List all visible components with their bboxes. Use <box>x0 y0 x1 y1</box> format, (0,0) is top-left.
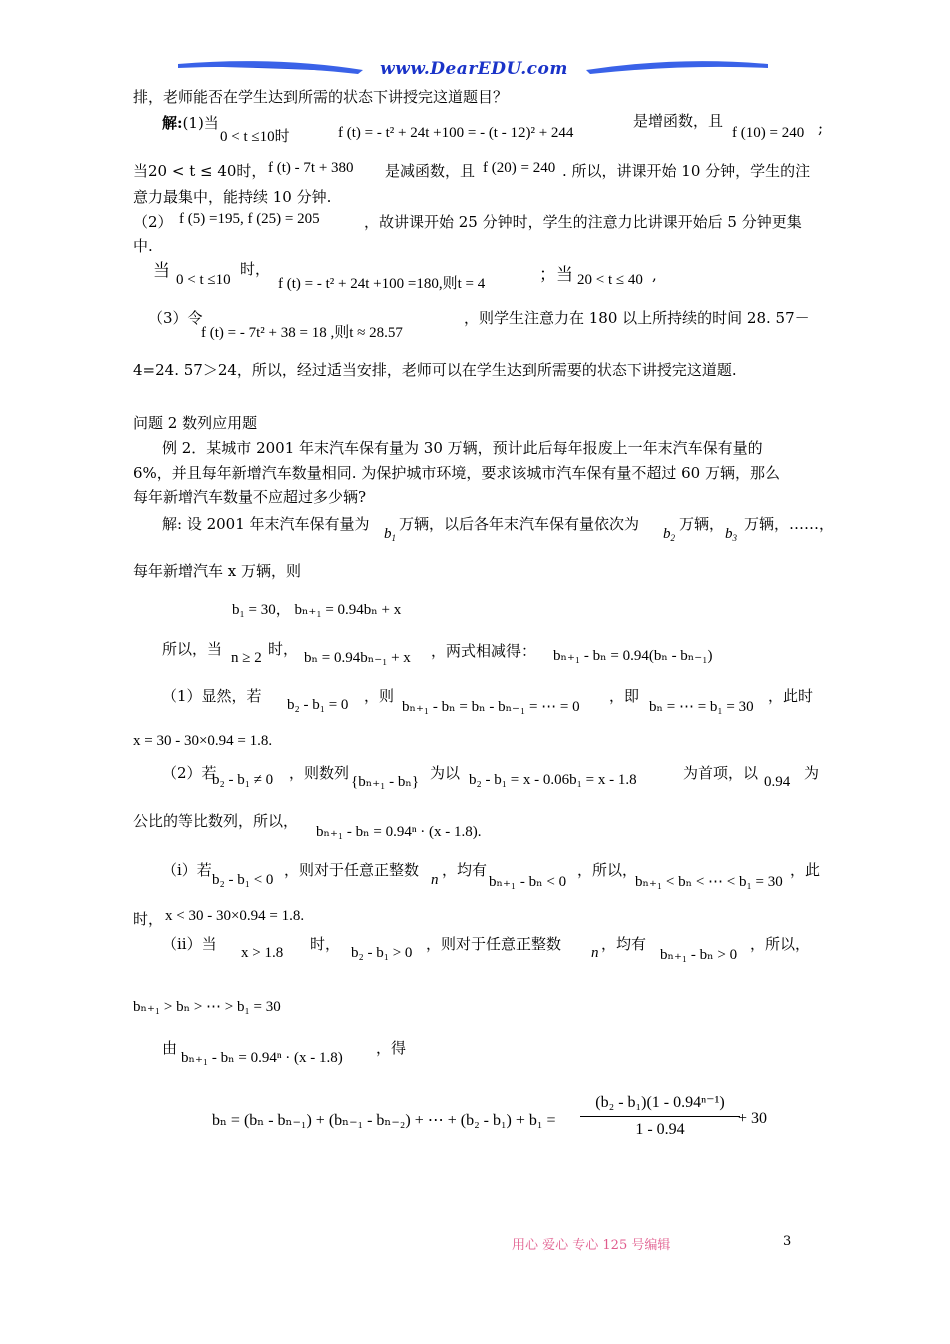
text-fragment: （2）若 <box>162 764 217 782</box>
math-expr: b₂ - b₁ = 0 <box>287 697 349 713</box>
text-line: 排，老师能否在学生达到所需的状态下讲授完这道题目？ <box>133 88 509 106</box>
text-fragment: （3）令 <box>148 309 203 327</box>
text-fragment: （i）若 <box>162 861 212 879</box>
text-fragment: ，则数列 <box>289 764 350 782</box>
text-line: 6%，并且每年新增汽车数量相同. 为保护城市环境，要求该城市汽车保有量不超过 60 万辆，那么 <box>133 464 780 482</box>
text-line: 意力最集中，能持续 10 分钟. <box>133 188 332 206</box>
math-expr: bₙ₊₁ < bₙ < ⋯ < b₁ = 30 <box>635 874 783 890</box>
math-expr: bₙ = ⋯ = b₁ = 30 <box>649 699 754 715</box>
semicolon: ; <box>818 119 824 137</box>
math-equation: x = 30 - 30×0.94 = 1.8. <box>133 733 273 749</box>
math-expr: bₙ₊₁ > bₙ > ⋯ > b₁ = 30 <box>133 999 281 1015</box>
text-fragment: 时， <box>310 935 341 953</box>
footer-slogan: 用心 爱心 专心 125 号编辑 <box>512 1238 671 1253</box>
text-fragment: 当20 < t ≤ 40时， <box>133 162 267 180</box>
text-fragment: (1)当 <box>182 114 219 132</box>
text-fragment: 当 <box>153 261 170 281</box>
text-fragment: ，则对于任意正整数 <box>426 935 562 953</box>
math-expr: b₂ - b₁ > 0 <box>351 945 413 961</box>
math-expr: 0 < t ≤10 <box>176 272 231 288</box>
math-expr: f (t) = - t² + 24t +100 = - (t - 12)² + 244 <box>338 125 574 141</box>
text-fragment: 为 <box>804 764 820 782</box>
final-equation-lhs: bₙ = (bₙ - bₙ₋₁) + (bₙ₋₁ - bₙ₋₂) + ⋯ + (b₂ - b₁) + b₁ = <box>212 1112 556 1129</box>
text-fragment: 万辆，……， <box>744 515 835 533</box>
text-fragment: 时， <box>133 910 164 928</box>
math-expr: f (20) = 240 <box>483 160 556 176</box>
math-var: n <box>431 872 439 888</box>
math-var: $b_2$ <box>663 526 675 543</box>
math-var: $b_1$ <box>384 526 396 543</box>
text-fragment: （ii）当 <box>162 935 217 953</box>
math-equation: x < 30 - 30×0.94 = 1.8. <box>165 908 305 924</box>
text-fragment: ，均有 <box>442 861 488 879</box>
final-fraction <box>580 1092 740 1139</box>
text-fragment: ，即 <box>609 687 640 705</box>
math-var: n <box>591 945 599 961</box>
math-expr: 20 < t ≤ 40 <box>577 272 643 288</box>
text-fragment: 公比的等比数列，所以， <box>133 812 299 830</box>
math-expr: f (5) =195, f (25) = 205 <box>179 211 320 227</box>
text-fragment: . 所以，讲课开始 10 分钟，学生的注 <box>562 162 811 180</box>
math-expr: n ≥ 2 <box>231 650 262 666</box>
text-fragment: ，得 <box>376 1039 407 1057</box>
text-fragment: 时， <box>240 260 271 278</box>
text-fragment: ，此 <box>790 861 821 879</box>
math-expr: b₂ - b₁ ≠ 0 <box>212 772 274 788</box>
text-fragment: 万辆，以后各年末汽车保有量依次为 <box>399 515 640 533</box>
math-expr: 0.94 <box>764 774 791 790</box>
text-fragment: 万辆， <box>679 515 725 533</box>
text-fragment: ，均有 <box>601 935 647 953</box>
math-expr: bₙ = 0.94bₙ₋₁ + x <box>304 650 411 666</box>
text-fragment: ；当 <box>539 265 573 285</box>
text-fragment: ，所以， <box>750 935 811 953</box>
text-line: 例 2．某城市 2001 年末汽车保有量为 30 万辆，预计此后每年报废上一年末汽车保有量的 <box>162 439 763 457</box>
text-line: 4=24. 57＞24，所以，经过适当安排，老师可以在学生达到所需要的状态下讲授完这道题. <box>133 361 737 379</box>
text-fragment: ，则对于任意正整数 <box>284 861 420 879</box>
math-var: $b_3$ <box>725 526 737 543</box>
text-fragment: 所以，当 <box>162 640 223 658</box>
math-expr: bₙ₊₁ - bₙ = 0.94(bₙ - bₙ₋₁) <box>553 648 713 664</box>
text-line: 每年新增汽车数量不应超过多少辆? <box>133 488 367 506</box>
comma: , <box>652 266 657 284</box>
math-expr: f (t) - 7t + 380 <box>268 160 354 176</box>
math-expr: bₙ₊₁ - bₙ = 0.94ⁿ · (x - 1.8) <box>181 1050 343 1066</box>
text-line: 中. <box>133 237 153 255</box>
text-fragment: 是减函数，且 <box>385 162 476 180</box>
text-fragment: 是增函数，且 <box>633 112 724 130</box>
text-fragment: （2） <box>133 213 173 231</box>
math-expr: b₂ - b₁ = x - 0.06b₁ = x - 1.8 <box>469 772 637 788</box>
math-equation: b₁ = 30， bₙ₊₁ = 0.94bₙ + x <box>232 602 402 618</box>
math-expr: f (t) = - 7t² + 38 = 18 ,则t ≈ 28.57 <box>201 325 403 341</box>
math-expr: b₂ - b₁ < 0 <box>212 872 274 888</box>
fraction-numerator: (b₂ - b₁)(1 - 0.94ⁿ⁻¹) <box>580 1092 740 1117</box>
math-expr: f (t) = - t² + 24t +100 =180,则t = 4 <box>278 276 486 292</box>
text-line <box>162 112 219 133</box>
text-fragment: ，则学生注意力在 180 以上所持续的时间 28. 57－ <box>464 309 810 327</box>
text-fragment: ，则 <box>364 687 395 705</box>
math-expr: f (10) = 240 <box>732 125 805 141</box>
math-expr: bₙ₊₁ - bₙ < 0 <box>489 874 567 890</box>
text-line: 每年新增汽车 x 万辆，则 <box>133 562 301 580</box>
text-fragment: （1）显然，若 <box>162 687 262 705</box>
math-expr: {bₙ₊₁ - bₙ} <box>351 774 420 790</box>
header-banner <box>178 58 770 88</box>
text-fragment: ，两式相减得： <box>431 642 537 660</box>
site-name: www.DearEDU.com <box>380 59 568 79</box>
math-expr: 0 < t ≤10时 <box>220 129 290 145</box>
final-equation-rhs: + 30 <box>738 1110 768 1127</box>
text-fragment: ，所以， <box>577 861 638 879</box>
text-fragment: 为首项，以 <box>683 764 759 782</box>
text-fragment: 解: 设 2001 年末汽车保有量为 <box>162 515 370 533</box>
section-heading: 问题 2 数列应用题 <box>133 414 258 432</box>
text-fragment: 时， <box>268 640 299 658</box>
math-expr: bₙ₊₁ - bₙ = bₙ - bₙ₋₁ = ⋯ = 0 <box>402 699 580 715</box>
math-expr: x > 1.8 <box>241 945 284 961</box>
page-number: 3 <box>783 1234 792 1249</box>
text-fragment: ，故讲课开始 25 分钟时，学生的注意力比讲课开始后 5 分钟更集 <box>364 213 802 231</box>
text-fragment: 由 <box>162 1039 178 1057</box>
solve-label: 解: <box>162 114 183 132</box>
math-expr: bₙ₊₁ - bₙ > 0 <box>660 947 738 963</box>
fraction-denominator: 1 - 0.94 <box>635 1121 685 1138</box>
math-expr: bₙ₊₁ - bₙ = 0.94ⁿ · (x - 1.8). <box>316 824 482 840</box>
text-fragment: 为以 <box>430 764 461 782</box>
text-fragment: ，此时 <box>768 687 814 705</box>
